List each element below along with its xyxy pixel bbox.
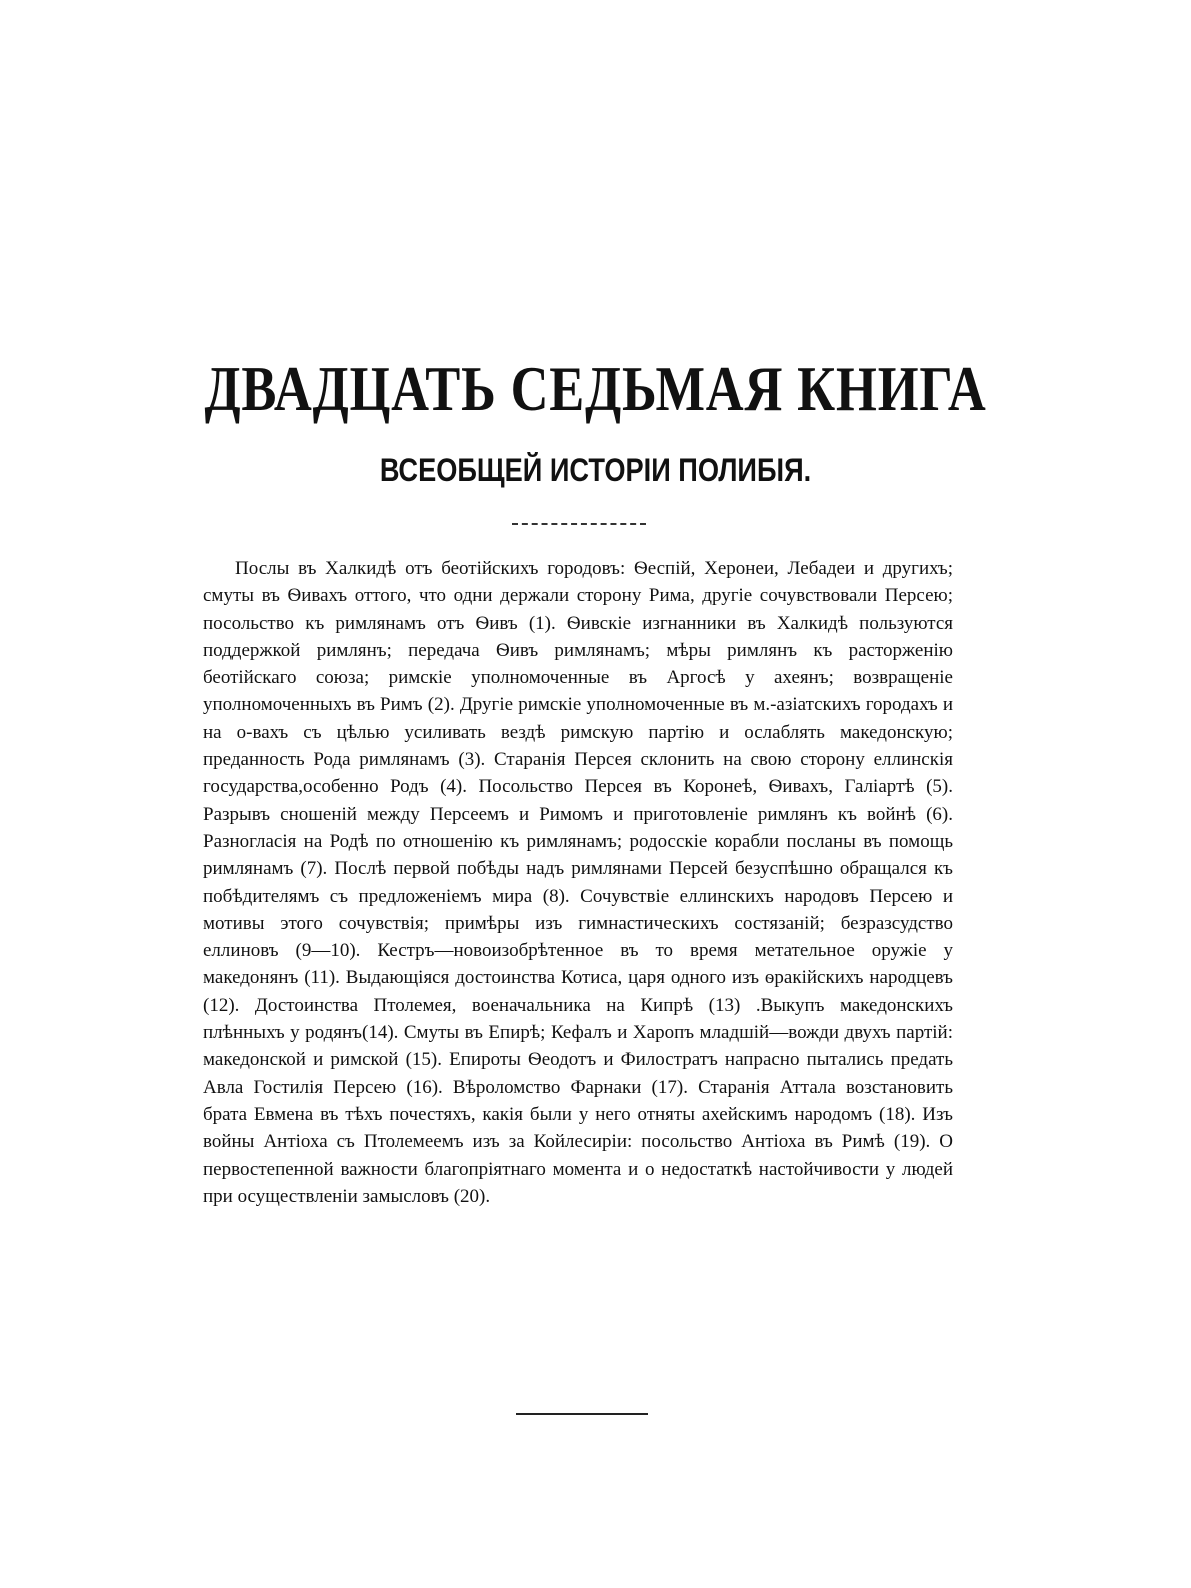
book-title: ДВАДЦАТЬ СЕДЬМАЯ КНИГА xyxy=(204,353,987,424)
book-subtitle: ВСЕОБЩЕЙ ИСТОРІИ ПОЛИБІЯ. xyxy=(379,452,812,488)
top-divider xyxy=(512,523,646,525)
bottom-divider xyxy=(516,1413,648,1415)
chapter-summary: Послы въ Халкидѣ отъ беотійскихъ городовъ: Ѳеспій, Херонеи, Лебадеи и другихъ; смуты въ Ѳивахъ оттого, что одни держали сторону Рима, другіе сочувствовали Персею; посольство къ римлянамъ отъ Ѳивъ (1). Ѳивскіе изгнанники въ Халкидѣ пользуются поддержкой римлянъ; передача Ѳивъ римлянамъ; мѣры римлянъ къ расторженію беотійскаго союза; римскіе уполномоченные въ Аргосѣ у ахеянъ; возвращеніе уполномоченныхъ въ Римъ (2). Другіе римскіе уполномоченные въ м.-азіатскихъ городахъ и на о-вахъ съ цѣлью усиливать вездѣ римскую партію и ослаблять македонскую; преданность Рода римлянамъ (3). Старанія Персея склонить на свою сторону еллинскія государства,особенно Родъ (4). Посольство Персея въ Коронеѣ, Ѳивахъ, Галіартѣ (5). Разрывъ сношеній между Персеемъ и Римомъ и приготовленіе римлянъ къ войнѣ (6). Разногласія на Родѣ по отношенію къ римлянамъ; родосскіе корабли посланы въ помощь римлянамъ (7). Послѣ первой побѣды надъ римлянами Персей безуспѣшно обращался къ побѣдителямъ съ предложеніемъ мира (8). Сочувствіе еллинскихъ народовъ Персею и мотивы этого сочувствія; примѣры изъ гимнастическихъ состязаній; безразсудство еллиновъ (9—10). Кестръ—новоизобрѣтенное въ то время метательное оружіе у македонянъ (11). Выдающіяся достоинства Котиса, царя одного изъ ѳракійскихъ народцевъ (12). Достоинства Птолемея, военачальника на Кипрѣ (13) .Выкупъ македонскихъ плѣнныхъ у родянъ(14). Смуты въ Епирѣ; Кефалъ и Харопъ младшій—вожди двухъ партій: македонской и римской (15). Епироты Ѳеодотъ и Филостратъ напрасно пытались предать Авла Гостилія Персею (16). Вѣроломство Фарнаки (17). Старанія Аттала возстановить брата Евмена въ тѣхъ почестяхъ, какія были у него отняты ахейскимъ народомъ (18). Изъ войны Антіоха съ Птолемеемъ изъ за Койлесиріи: посольство Антіоха въ Римѣ (19). О первостепенной важности благопріятнаго момента и о недостаткѣ настойчивости у людей при осуществленіи замысловъ (20). xyxy=(203,558,953,1207)
